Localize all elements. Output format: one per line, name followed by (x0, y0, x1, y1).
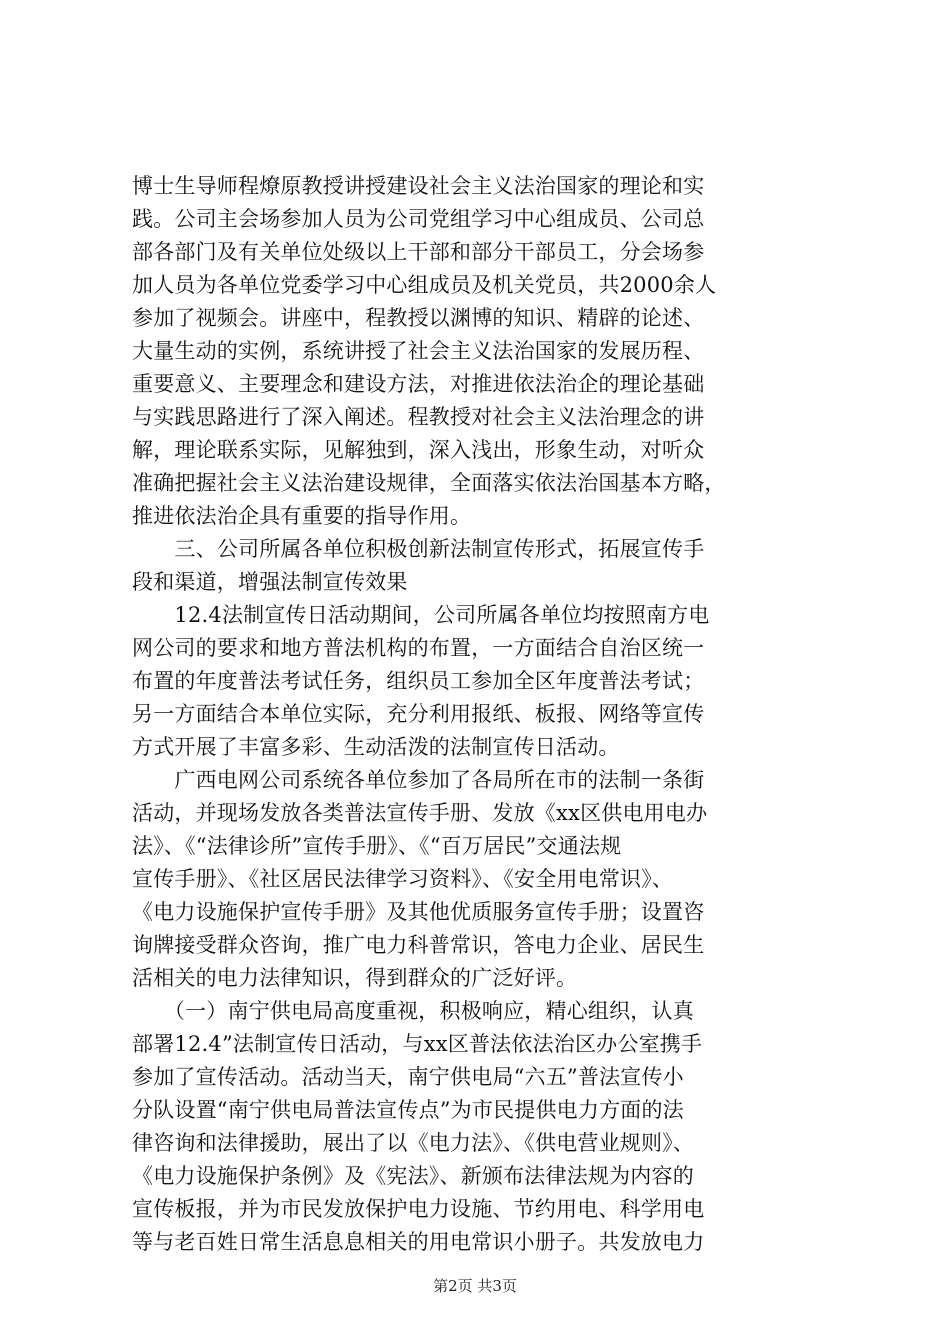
text-line: 重要意义、主要理念和建设方法，对推进依法治企的理论基础 (132, 372, 705, 396)
text-line: 博士生导师程燎原教授讲授建设社会主义法治国家的理论和实 (132, 174, 705, 198)
text-line: 布置的年度普法考试任务，组织员工参加全区年度普法考试； (132, 669, 705, 693)
text-line: 另一方面结合本单位实际，充分利用报纸、板报、网络等宣传 (132, 702, 705, 726)
text-line: 等与老百姓日常生活息息相关的用电常识小册子。共发放电力 (132, 1230, 705, 1254)
text-line: 段和渠道，增强法制宣传效果 (132, 570, 408, 594)
text-line: 三、公司所属各单位积极创新法制宣传形式，拓展宣传手 (132, 537, 705, 561)
text-line: 律咨询和法律援助，展出了以《电力法》、《供电营业规则》、 (132, 1131, 695, 1155)
text-line: 大量生动的实例，系统讲授了社会主义法治国家的发展历程、 (132, 339, 705, 363)
text-line: 宣传手册》、《社区居民法律学习资料》、《安全用电常识》、 (132, 867, 674, 891)
text-line: 准确把握社会主义法治建设规律，全面落实依法治国基本方略， (132, 471, 726, 495)
text-line: （一）南宁供电局高度重视，积极响应，精心组织，认真 (132, 999, 694, 1023)
document-body (132, 170, 832, 1259)
text-line: 询牌接受群众咨询，推广电力科普常识，答电力企业、居民生 (132, 933, 705, 957)
text-line: 与实践思路进行了深入阐述。程教授对社会主义法治理念的讲 (132, 405, 705, 429)
text-line: 推进依法治企具有重要的指导作用。 (132, 504, 472, 528)
text-line: 网公司的要求和地方普法机构的布置，一方面结合自治区统一 (132, 636, 705, 660)
text-line: 《电力设施保护条例》及《宪法》、新颁布法律法规为内容的 (132, 1164, 694, 1188)
page-footer: 第2页 共3页 (433, 1277, 517, 1295)
text-line: 活相关的电力法律知识，得到群众的广泛好评。 (132, 966, 578, 990)
text-line: 广西电网公司系统各单位参加了各局所在市的法制一条街 (132, 768, 705, 792)
text-line: 践。公司主会场参加人员为公司党组学习中心组成员、公司总 (132, 207, 705, 231)
text-line: 法》、《“法律诊所”宣传手册》、《“百万居民”交通法规 (132, 834, 622, 858)
text-line: 分队设置“南宁供电局普法宣传点”为市民提供电力方面的法 (132, 1098, 684, 1122)
text-line: 解，理论联系实际，见解独到，深入浅出，形象生动，对听众 (132, 438, 705, 462)
text-line: 部署12.4”法制宣传日活动，与xx区普法依法治区办公室携手 (132, 1032, 703, 1056)
text-line: 参加了视频会。讲座中，程教授以渊博的知识、精辟的论述、 (132, 306, 705, 330)
text-line: 12.4法制宣传日活动期间，公司所属各单位均按照南方电 (132, 603, 710, 627)
text-line: 方式开展了丰富多彩、生动活泼的法制宣传日活动。 (132, 735, 620, 759)
text-line: 参加了宣传活动。活动当天，南宁供电局“六五”普法宣传小 (132, 1065, 684, 1089)
text-line: 活动，并现场发放各类普法宣传手册、发放《xx区供电用电办 (132, 801, 708, 825)
text-line: 宣传板报，并为市民发放保护电力设施、节约用电、科学用电 (132, 1197, 705, 1221)
text-line: 加人员为各单位党委学习中心组成员及机关党员，共2000余人 (132, 273, 717, 297)
text-line: 部各部门及有关单位处级以上干部和部分干部员工，分会场参 (132, 240, 705, 264)
text-line: 《电力设施保护宣传手册》及其他优质服务宣传手册；设置咨 (132, 900, 705, 924)
